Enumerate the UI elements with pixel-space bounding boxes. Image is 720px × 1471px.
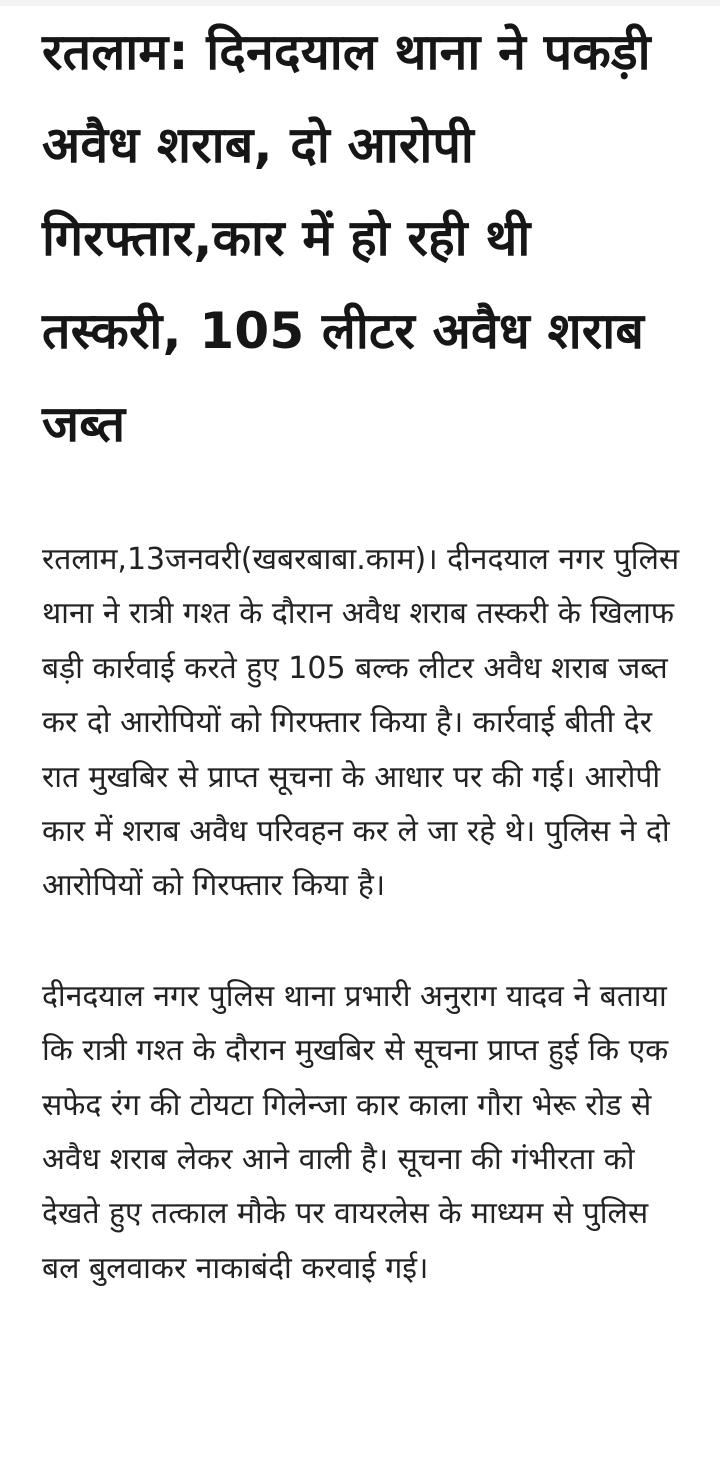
article-headline: रतलाम: दिनदयाल थाना ने पकड़ी अवैध शराब, दो आरोपी गिरफ्तार,कार में हो रही थी तस्करी, 105 लीटर अवैध शराब जब्त — [42, 23, 651, 453]
article-paragraph-2: दीनदयाल नगर पुलिस थाना प्रभारी अनुराग यादव ने बताया कि रात्री गश्त के दौरान मुखबिर से सूचना प्राप्त हुई कि एक सफेद रंग की टोयटा गिलेन्जा कार काला गौरा भेरू रोड से अवैध शराब लेकर आने वाली है। सूचना की गंभीरता को देखते हुए तत्काल मौके पर वायरलेस के माध्यम से पुलिस बल बुलवाकर नाकाबंदी करवाई गई। — [42, 978, 669, 1286]
article-paragraph-1: रतलाम,13जनवरी(खबरबाबा.काम)। दीनदयाल नगर पुलिस थाना ने रात्री गश्त के दौरान अवैध शराब तस्करी के खिलाफ बड़ी कार्रवाई करते हुए 105 बल्क लीटर अवैध शराब जब्त कर दो आरोपियों को गिरफ्तार किया है। कार्रवाई बीती देर रात मुखबिर से प्राप्त सूचना के आधार पर की गई। आरोपी कार में शराब अवैध परिवहन कर ले जा रहे थे। पुलिस ने दो आरोपियों को गिरफ्तार किया है। — [42, 542, 680, 904]
news-article — [42, 6, 682, 1296]
